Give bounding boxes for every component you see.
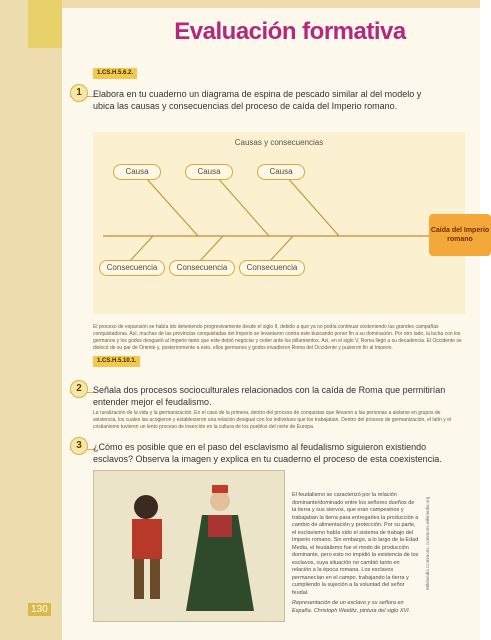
activity-2-note: La ruralización de la vida y la germanización. En el caso de la primera, dentro del proceso de conquistas que llevaron a las personas a aislarse en grupos de asistencia, los cuales las acogieron y establecieron una relación desigual con los individuos que los trabajaban. Dentro del proceso de germanización, el latín y el cristianismo tuvieron un lento proceso de inserción en la cultura de los pueblos del norte de Europa. [93,410,451,430]
cause-box-2: Causa [185,164,233,180]
chapter-tab [28,0,62,48]
historical-illustration [93,470,285,622]
consequence-box-3: Consecuencia [239,260,305,276]
result-box: Caída del Imperio romano [429,214,491,256]
cause-box-1: Causa [113,164,161,180]
slave-leg-left [134,559,144,599]
image-caption: Representación de un esclavo y su señora en España. Christoph Weiditz, pintura del siglo XVI. [292,600,411,614]
activity-3-text: ¿Cómo es posible que en el paso del esclavismo al feudalismo siguieron existiendo esclavos? Observa la imagen y explica en tu cuaderno el proceso de esta coexistencia. [93,442,442,464]
consequence-box-1: Consecuencia [99,260,165,276]
cause-box-3: Causa [257,164,305,180]
slave-tunic [132,519,162,559]
page-title: Evaluación formativa [174,18,406,45]
consequence-box-2: Consecuencia [169,260,235,276]
page-number: 130 [28,603,51,616]
lady-head [210,491,230,511]
activity-1-number: 1 [70,84,88,102]
fishbone-diagram [93,132,490,314]
activity-1-text: Elabora en tu cuaderno un diagrama de espina de pescado similar al del modelo y ubica las causas y consecuencias del proceso de caída del Imperio romano. [93,89,422,111]
image-credit: Wikimedia Commons, commons.wikimedia.org [425,496,430,590]
fishbone-lines [93,132,465,314]
skill-code-1: 1.CS.H.5.6.2. [93,68,137,79]
activity-3-number: 3 [70,437,88,455]
context-paragraph: El proceso de expansión se había ido deteniendo progresivamente desde el siglo II, debido a que ya no podía continuar sosteniendo las grandes campañas conquistadoras. Así, muchas de las provincias conquistadas del Imperio se levantaron contra este buscando poner fin a su dominación. Por otro lado, la lucha con los germanos y los godos desgastó al Imperio tanto que este debió negociar y ceder ante los pillamientos. Así, en el siglo V, Roma llegó a su decadencia. El Occidente se dislocó de su par de Oriente y, posteriormente a esto, ellos germanos y godos invadieron Roma del Occidente y pusieron fin al Imperio. [93,324,462,351]
diagram-heading: Causas y consecuencias [234,138,324,147]
side-paragraph: El feudalismo se caracterizó por la relación dominante/dominado entre los señores dueños de la tierra y sus siervos, que eran campesinos y trabajaban la tierra para entregarles la producción a cambio de alimentación y protección. Por su parte, el esclavismo había sido el sistema de trabajo del Imperio romano. Sin embargo, a lo largo de la Edad Media, el feudalismo fue el modo de producción dominante, pero esto no impidió la existencia de los esclavos, cuya situación no cambió tanto en relación a la época romana. Los esclavos permanecían en el campo, trabajando la tierra y cumpliendo la sujeción a la voluntad del señor feudal. [292,492,419,596]
slave-leg-right [150,559,160,599]
consequence-bone-1 [129,236,153,262]
skill-code-2: 1.CS.H.5.10.1. [93,356,140,367]
consequence-bone-3 [269,236,293,262]
activity-2-number: 2 [70,380,88,398]
illustration-drawing [94,471,284,621]
lady-hat [212,485,228,493]
slave-head [134,495,158,519]
lady-bodice [208,515,232,537]
left-margin-strip [0,0,62,640]
activity-2-text: Señala dos procesos socioculturales relacionados con la caída de Roma que permitirían entender mejor el feudalismo. [93,385,446,407]
top-band [62,0,480,8]
consequence-bone-2 [199,236,223,262]
